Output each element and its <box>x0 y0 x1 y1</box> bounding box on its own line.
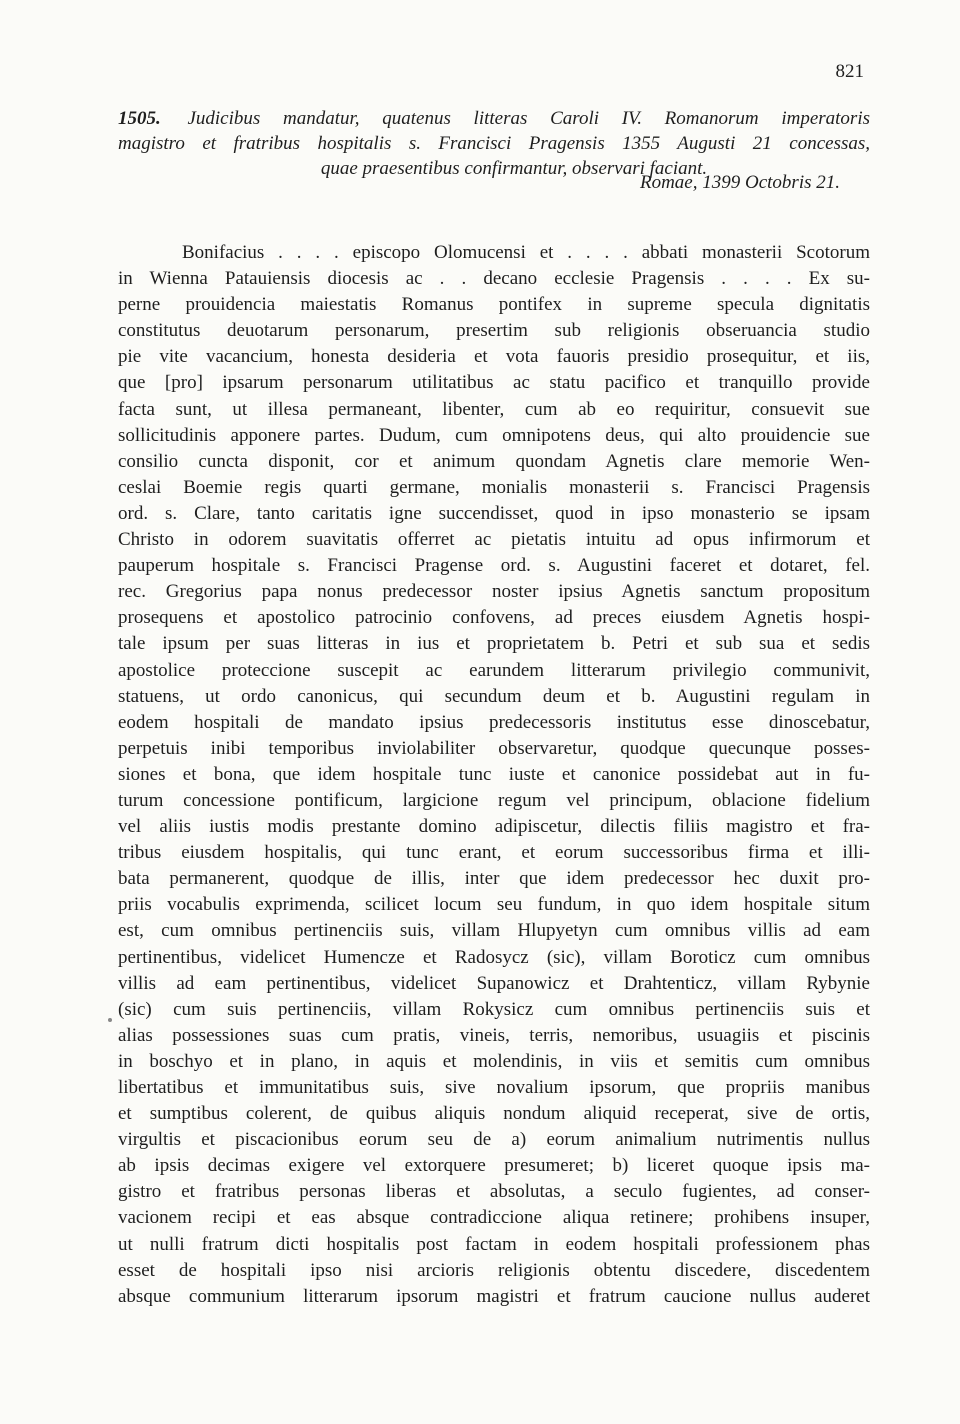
text-line: vel aliis iustis modis prestante domino adipiscetur, dilectis filiis magistro et fra- <box>118 816 870 838</box>
text-line: perne prouidencia maiestatis Romanus pontifex in supreme specula dignitatis <box>118 294 870 316</box>
text-line: apostolice proteccione suscepit ac earundem litterarum privilegio communivit, <box>118 659 870 681</box>
text-line: pie vite vacancium, honesta desideria et vota fauoris presidio prosequitur, et iis, <box>118 346 870 368</box>
regest-line-2: magistro et fratribus hospitalis s. Francisci Pragensis 1355 Augusti 21 concessas, <box>118 133 870 154</box>
text-line: est, cum omnibus pertinenciis suis, villam Hlupyetyn cum omnibus villis ad eam <box>118 920 870 942</box>
text-line: absque communium litterarum ipsorum magistri et fratrum caucione nullus auderet <box>118 1285 870 1307</box>
margin-mark <box>108 1018 112 1022</box>
text-line: tribus eiusdem hospitalis, qui tunc erant, et eorum successoribus firma et illi- <box>118 842 870 864</box>
text-line: virgultis et piscacionibus eorum seu de a) eorum animalium nutrimentis nullus <box>118 1129 870 1151</box>
text-line: consilio cuncta disponit, cor et animum quondam Agnetis clare memorie Wen- <box>118 450 870 472</box>
document-number: 1505. <box>118 108 161 129</box>
text-line: bata permanerent, quodque de illis, inter que idem predecessor hec duxit pro- <box>118 868 870 890</box>
text-line: alias possessiones suas cum pratis, vineis, terris, nemoribus, usuagiis et piscinis <box>118 1024 870 1046</box>
text-line: que [pro] ipsarum personarum utilitatibus ac statu pacifico et tranquillo provide <box>118 372 870 394</box>
text-line: Christo in odorem suavitatis offerret ac pietatis intuitu ad opus infirmorum et <box>118 529 870 551</box>
document-body <box>118 240 870 1310</box>
text-line: et sumptibus colerent, de quibus aliquis nondum aliquid receperat, sive de ortis, <box>118 1103 870 1125</box>
text-line: rec. Gregorius papa nonus predecessor noster ipsius Agnetis sanctum propositum <box>118 581 870 603</box>
text-line: Bonifacius . . . . episcopo Olomucensi et . . . . abbati monasterii Scotorum <box>182 242 870 263</box>
text-line: ord. s. Clare, tanto caritatis igne succendisset, quod in ipso monasterio se ipsam <box>118 502 870 524</box>
text-line: tale ipsum per suas litteras in ius et proprietatem b. Petri et sub sua et sedis <box>118 633 870 655</box>
text-line: priis vocabulis exprimenda, scilicet locum seu fundum, in quo idem hospitale situm <box>118 894 870 916</box>
page-number: 821 <box>835 61 864 82</box>
text-line: facta sunt, ut illesa permaneant, libenter, cum ab eo requiritur, consuevit sue <box>118 398 870 420</box>
text-line: gistro et fratribus personas liberas et absolutas, a seculo fugientes, ad conser- <box>118 1181 870 1203</box>
text-line: sollicitudinis apponere partes. Dudum, cum omnipotens deus, qui alto prouidencie sue <box>118 424 870 446</box>
text-line: ut nulli fratrum dicti hospitalis post factam in eodem hospitali professionem phas <box>118 1233 870 1255</box>
text-line: libertatibus et immunitatibus suis, sive novalium ipsorum, que propriis manibus <box>118 1077 870 1098</box>
dateline: Romae, 1399 Octobris 21. <box>639 172 840 193</box>
text-line: turum concessione pontificum, largicione regum vel principum, oblacione fidelium <box>118 789 870 811</box>
regest-text-1: Judicibus mandatur, quatenus litteras Caroli IV. Romanorum imperatoris <box>187 108 870 129</box>
text-line: siones et bona, que idem hospitale tunc iuste et canonice possidebat aut in fu- <box>118 763 870 785</box>
regest <box>118 106 870 181</box>
text-line: statuens, ut ordo canonicus, qui secundum deum et b. Augustini regulam in <box>118 685 870 707</box>
text-line: eodem hospitali de mandato ipsius predecessoris institutus esse dinoscebatur, <box>118 711 870 733</box>
text-line: in Wienna Patauiensis diocesis ac . . decano ecclesie Pragensis . . . . Ex su- <box>118 268 870 290</box>
text-line: pertinentibus, videlicet Humencze et Radosycz (sic), villam Boroticz cum omnibus <box>118 946 870 968</box>
text-line: (sic) cum suis pertinenciis, villam Rokysicz cum omnibus pertinenciis suis et <box>118 998 870 1020</box>
regest-line-1 <box>118 106 870 131</box>
text-line: ab ipsis decimas exigere vel extorquere presumeret; b) liceret quoque ipsis ma- <box>118 1155 870 1177</box>
text-line: villis ad eam pertinentibus, videlicet Supanowicz et Drahtenticz, villam Rybynie <box>118 972 870 994</box>
text-line: vacionem recipi et eas absque contradiccione aliqua retinere; prohibens insuper, <box>118 1207 870 1229</box>
text-line: esset de hospitali ipso nisi arcioris religionis obtentu discedere, discedentem <box>118 1259 870 1281</box>
text-line: perpetuis inibi temporibus inviolabiliter observaretur, quodque quecunque posses- <box>118 737 870 759</box>
text-line: in boschyo et in plano, in aquis et molendinis, in viis et semitis cum omnibus <box>118 1050 870 1072</box>
text-line: constitutus deuotarum personarum, presertim sub religionis obseruancia studio <box>118 320 870 342</box>
text-line: ceslai Boemie regis quarti germane, monialis monasterii s. Francisci Pragensis <box>118 476 870 498</box>
text-line: pauperum hospitale s. Francisci Pragense ord. s. Augustini faceret et dotaret, fel. <box>118 555 870 577</box>
text-line: prosequens et apostolico patrocinio confovens, ad preces eiusdem Agnetis hospi- <box>118 607 870 629</box>
regest-line-3: quae praesentibus confirmantur, observari faciant. <box>320 158 708 179</box>
